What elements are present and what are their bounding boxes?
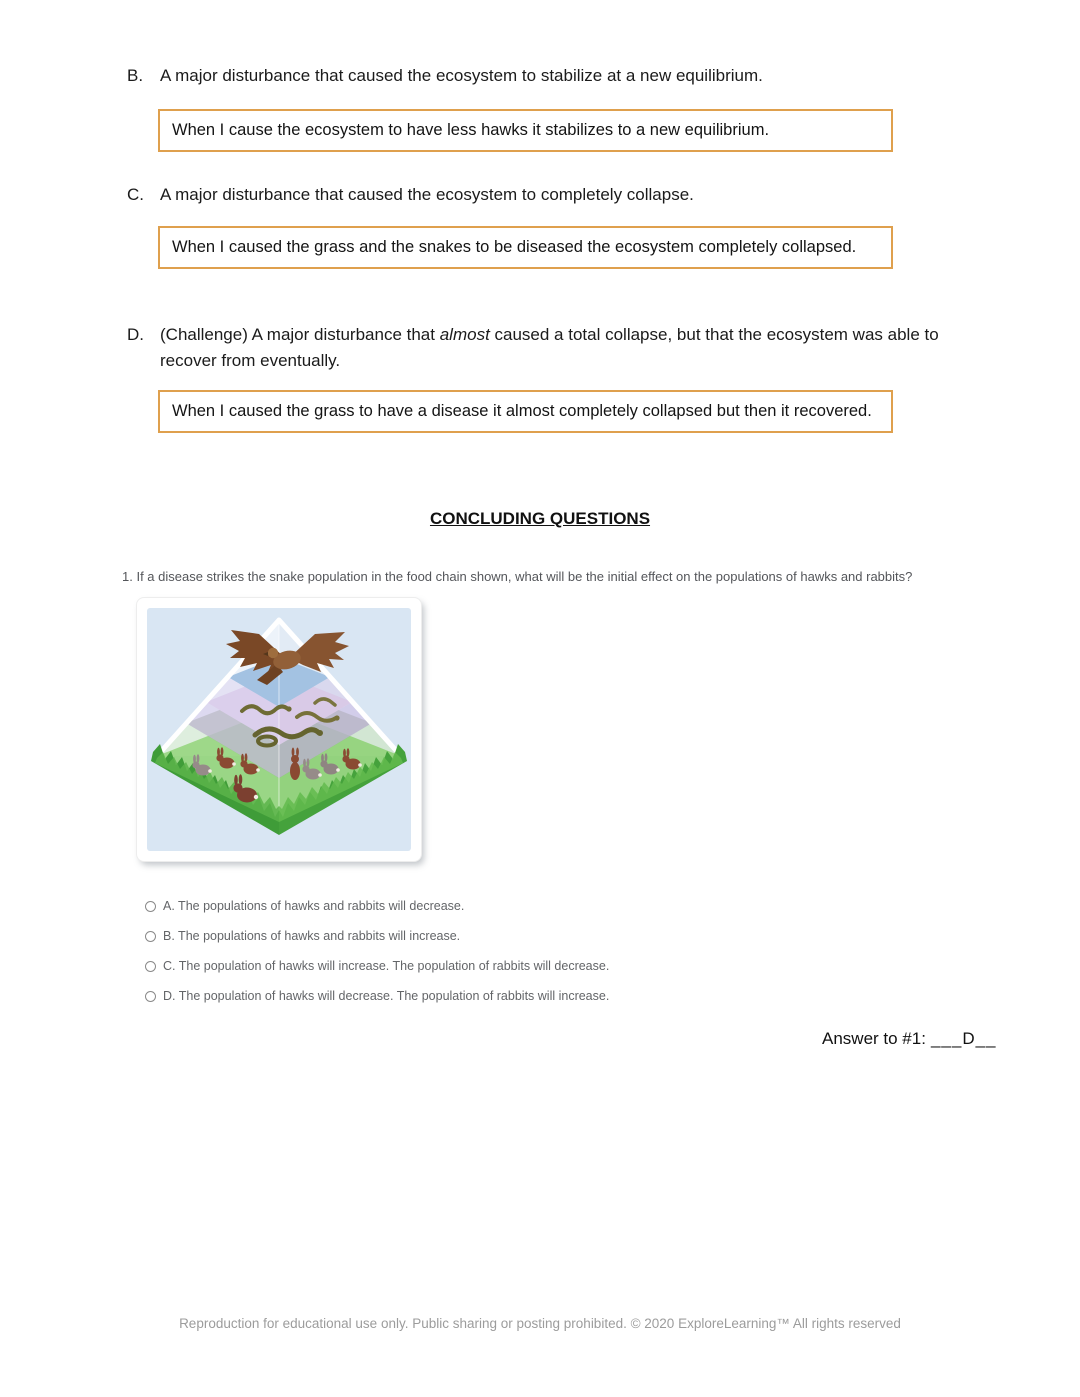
answer-box-c[interactable] xyxy=(158,226,893,269)
radio-button-icon[interactable] xyxy=(145,931,156,942)
answer-line xyxy=(822,1029,997,1049)
question-1-text: 1. If a disease strikes the snake population in the food chain shown, what will be the initial effect on the populations of hawks and rabbits? xyxy=(122,569,913,584)
answer-box-b-text: When I cause the ecosystem to have less hawks it stabilizes to a new equilibrium. xyxy=(172,121,770,139)
option-d-label: D. The population of hawks will decrease. The population of rabbits will increase. xyxy=(163,989,610,1003)
answer-box-c-text: When I caused the grass and the snakes to be diseased the ecosystem completely collapsed. xyxy=(172,238,857,256)
radio-button-icon[interactable] xyxy=(145,961,156,972)
item-d-prompt: (Challenge) A major disturbance that almost caused a total collapse, but that the ecosystem was able to recover from eventually. xyxy=(160,325,939,370)
answer-options xyxy=(145,891,609,1011)
item-c-prompt: A major disturbance that caused the ecosystem to completely collapse. xyxy=(160,185,694,204)
question-item-d xyxy=(127,322,990,374)
footer-copyright: Reproduction for educational use only. Public sharing or posting prohibited. © 2020 ExploreLearning™ All rights reserved xyxy=(179,1316,901,1331)
option-c-label: C. The population of hawks will increase. The population of rabbits will decrease. xyxy=(163,959,610,973)
question-item-c xyxy=(127,182,990,208)
answer-label: Answer to #1: xyxy=(822,1029,926,1048)
item-b-prompt: A major disturbance that caused the ecosystem to stabilize at a new equilibrium. xyxy=(160,66,763,85)
answer-box-b[interactable] xyxy=(158,109,893,152)
option-a[interactable] xyxy=(145,891,609,921)
question-item-b xyxy=(127,63,990,89)
option-d[interactable] xyxy=(145,981,609,1011)
item-d-letter: D. xyxy=(127,325,144,344)
item-b-letter: B. xyxy=(127,66,144,85)
concluding-questions-heading: CONCLUDING QUESTIONS xyxy=(429,509,651,528)
pyramid-illustration xyxy=(147,608,411,851)
option-c[interactable] xyxy=(145,951,609,981)
radio-button-icon[interactable] xyxy=(145,901,156,912)
option-b-label: B. The populations of hawks and rabbits will increase. xyxy=(163,929,461,943)
item-c-letter: C. xyxy=(127,185,144,204)
pyramid-image-background xyxy=(147,608,411,851)
answer-box-d-text: When I caused the grass to have a disease it almost completely collapsed but then it recovered. xyxy=(172,402,872,420)
energy-pyramid-image xyxy=(137,598,421,861)
option-b[interactable] xyxy=(145,921,609,951)
answer-box-d[interactable] xyxy=(158,390,893,433)
radio-button-icon[interactable] xyxy=(145,991,156,1002)
option-a-label: A. The populations of hawks and rabbits will decrease. xyxy=(163,899,465,913)
answer-value: ___D__ xyxy=(930,1029,997,1048)
